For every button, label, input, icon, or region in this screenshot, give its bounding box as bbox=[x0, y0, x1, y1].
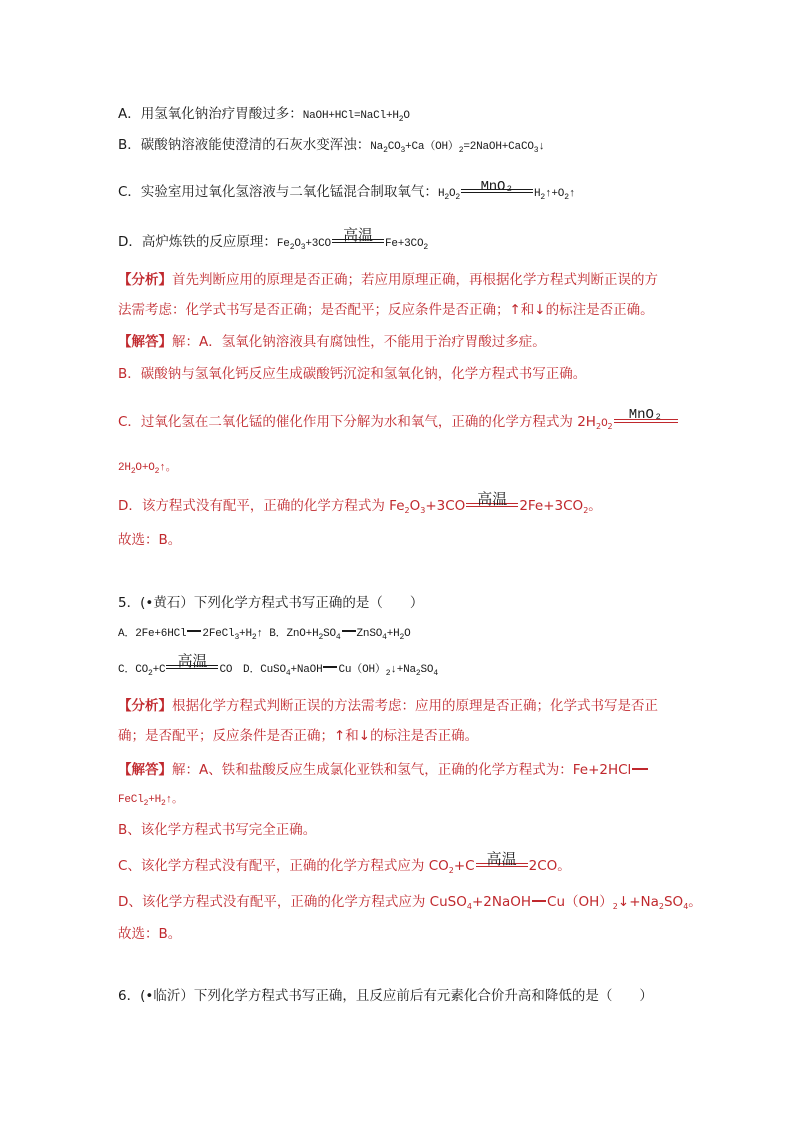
analysis-2-line-1: 【分析】根据化学方程式判断正误的方法需考虑：应用的原理是否正确；化学式书写是否正 bbox=[118, 698, 658, 714]
analysis-1-line-1: 【分析】首先判断应用的原理是否正确；若应用原理正确，再根据化学方程式判断正误的方 bbox=[118, 272, 658, 288]
option-a: A．用氢氧化钠治疗胃酸过多：$NaOH+HCl=NaCl+H_2O$ bbox=[118, 106, 410, 124]
equation: $Fe_2O_3+3CO$ 高温 $Fe+3CO_2$ bbox=[276, 228, 428, 252]
analysis-2-line-2: 确；是否配平；反应条件是否正确；↑和↓的标注是否正确。 bbox=[118, 728, 479, 744]
equation: $NaOH+HCl=NaCl+H_2O$ bbox=[302, 110, 410, 124]
equation: $H_2O_2$ MnO₂ $H_2↑+O_2↑$ bbox=[437, 179, 576, 202]
answer-2-choice: 故选：B。 bbox=[118, 926, 182, 942]
answer-2-line-a-cont: $FeCl_2+H_2↑$。 bbox=[118, 794, 183, 808]
reaction-condition: 高温 bbox=[476, 856, 528, 876]
equal-dash bbox=[323, 666, 337, 668]
option-c: C．实验室用过氧化氢溶液与二氧化锰混合制取氧气：$H_2O_2$ MnO₂ $H_2↑+O_2↑$ bbox=[118, 179, 576, 202]
answer-1-line-c-cont: $2H_2O+O_2↑$。 bbox=[118, 462, 177, 476]
answer-1-choice: 故选：B。 bbox=[118, 532, 182, 548]
q5-options-ab: A．2Fe+6HCl $2FeCl_3+H_2↑$ B．$ZnO+H_2SO_4$ $ZnSO_4+H_2O$ bbox=[118, 628, 411, 642]
answer-1-line-c: C．过氧化氢在二氧化锰的催化作用下分解为水和氧气，正确的化学方程式为 $2H_2O_2$ MnO₂ bbox=[118, 412, 679, 434]
question-5: 5．(•黄石）下列化学方程式书写正确的是（ ） bbox=[118, 595, 424, 611]
equal-dash bbox=[532, 900, 546, 902]
answer-1-line-a: 【解答】解：A．氢氧化钠溶液具有腐蚀性，不能用于治疗胃酸过多症。 bbox=[118, 334, 546, 350]
answer-1-line-b: B．碳酸钠与氢氧化钙反应生成碳酸钙沉淀和氢氧化钠，化学方程式书写正确。 bbox=[118, 366, 587, 382]
reaction-condition: MnO₂ bbox=[461, 184, 533, 204]
answer-2-line-d: D、该化学方程式没有配平，正确的化学方程式应为 CuSO$_4$+2NaOH $Cu(OH)_2↓+Na_2SO_4$。 bbox=[118, 894, 702, 911]
option-d: D．高炉炼铁的反应原理：$Fe_2O_3+3CO$ 高温 $Fe+3CO_2$ bbox=[118, 228, 428, 252]
answer-2-line-c: C、该化学方程式没有配平，正确的化学方程式应为 $CO_2+C$ 高温 2CO。 bbox=[118, 850, 571, 875]
reaction-condition: MnO₂ bbox=[614, 412, 678, 432]
equal-dash bbox=[632, 768, 648, 770]
answer-1-line-d: D．该方程式没有配平，正确的化学方程式为 $Fe_2O_3+3CO$ 高温 $2Fe+3CO_2$。 bbox=[118, 490, 602, 515]
option-b: B．碳酸钠溶液能使澄清的石灰水变浑浊：$Na_2CO_3+Ca(OH)_2=2NaOH+CaCO_3↓$ bbox=[118, 137, 545, 155]
equation: $Na_2CO_3+Ca(OH)_2=2NaOH+CaCO_3↓$ bbox=[370, 141, 545, 155]
q5-options-cd: C．$CO_2+C$ 高温 CO D．CuSO$_4$+NaOH $Cu(OH)_2↓+Na_2SO_4$ bbox=[118, 654, 438, 678]
answer-2-line-a: 【解答】解：A、铁和盐酸反应生成氯化亚铁和氢气，正确的化学方程式为：Fe+2HCl bbox=[118, 760, 649, 780]
reaction-condition: 高温 bbox=[332, 234, 384, 254]
equal-dash bbox=[187, 630, 201, 632]
equal-dash bbox=[342, 630, 356, 632]
reaction-condition: 高温 bbox=[466, 496, 518, 516]
reaction-condition: 高温 bbox=[166, 660, 218, 680]
answer-2-line-b: B、该化学方程式书写完全正确。 bbox=[118, 822, 317, 838]
analysis-1-line-2: 法需考虑：化学式书写是否正确；是否配平；反应条件是否正确；↑和↓的标注是否正确。 bbox=[118, 302, 654, 318]
question-6: 6．(•临沂）下列化学方程式书写正确，且反应前后有元素化合价升高和降低的是（ ） bbox=[118, 988, 653, 1004]
